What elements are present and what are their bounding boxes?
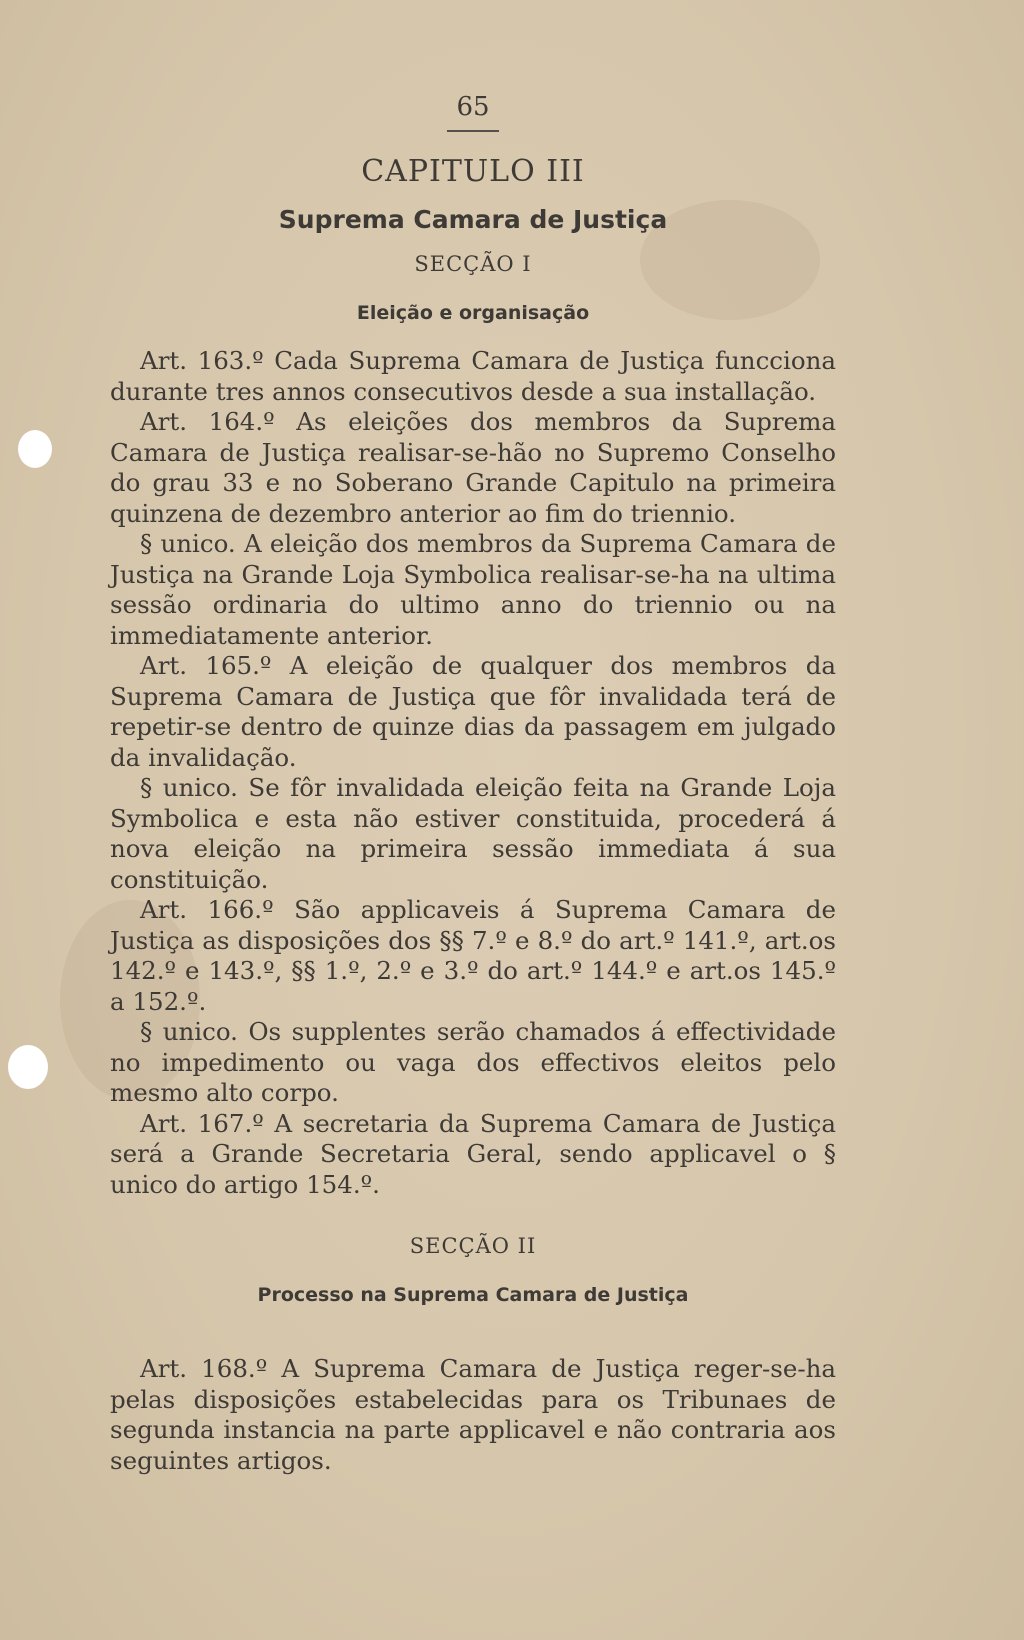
article-paragraph: Art. 168.º A Suprema Camara de Justiça reger-se-ha pelas disposições estabelecidas para os Tribunaes de segunda instancia na parte applicavel e não contraria aos seguintes artigos.	[110, 1354, 836, 1475]
article-paragraph: Art. 167.º A secretaria da Suprema Camara de Justiça será a Grande Secretaria Geral, sendo applicavel o § unico do artigo 154.º.	[110, 1108, 836, 1199]
section-subheading: Eleição e organisação	[356, 302, 590, 324]
chapter-heading: CAPITULO III	[361, 154, 585, 189]
binding-hole-mark	[18, 430, 52, 468]
article-paragraph: § unico. Se fôr invalidada eleição feita na Grande Loja Symbolica e esta não estiver constituida, procederá á nova eleição na primeira sessão immediata á sua constituição.	[110, 773, 836, 894]
page-content	[110, 92, 836, 1476]
section-heading: SECÇÃO I	[414, 252, 532, 276]
divider	[447, 130, 499, 132]
section-subheading: Processo na Suprema Camara de Justiça	[257, 1284, 689, 1306]
spacer	[110, 1328, 836, 1354]
page-number: 65	[456, 92, 490, 122]
article-paragraph: § unico. A eleição dos membros da Suprema Camara de Justiça na Grande Loja Symbolica realisar-se-ha na ultima sessão ordinaria do ultimo anno do triennio ou na immediatamente anterior.	[110, 529, 836, 650]
binding-hole-mark	[8, 1045, 48, 1089]
article-paragraph: § unico. Os supplentes serão chamados á effectividade no impedimento ou vaga dos effectivos eleitos pelo mesmo alto corpo.	[110, 1017, 836, 1107]
spacer	[110, 1200, 836, 1234]
article-paragraph: Art. 163.º Cada Suprema Camara de Justiça funcciona durante tres annos consecutivos desde a sua installação.	[110, 346, 836, 406]
article-paragraph: Art. 165.º A eleição de qualquer dos membros da Suprema Camara de Justiça que fôr invalidada terá de repetir-se dentro de quinze dias da passagem em julgado da invalidação.	[110, 651, 836, 772]
article-paragraph: Art. 164.º As eleições dos membros da Suprema Camara de Justiça realisar-se-hão no Supremo Conselho do grau 33 e no Soberano Grande Capitulo na primeira quinzena de dezembro anterior ao fim do triennio.	[110, 407, 836, 528]
chapter-title: Suprema Camara de Justiça	[278, 205, 668, 234]
article-paragraph: Art. 166.º São applicaveis á Suprema Camara de Justiça as disposições dos §§ 7.º e 8.º do art.º 141.º, art.os 142.º e 143.º, §§ 1.º, 2.º e 3.º do art.º 144.º e art.os 145.º a 152.º.	[110, 895, 836, 1016]
section-heading: SECÇÃO II	[409, 1234, 537, 1258]
